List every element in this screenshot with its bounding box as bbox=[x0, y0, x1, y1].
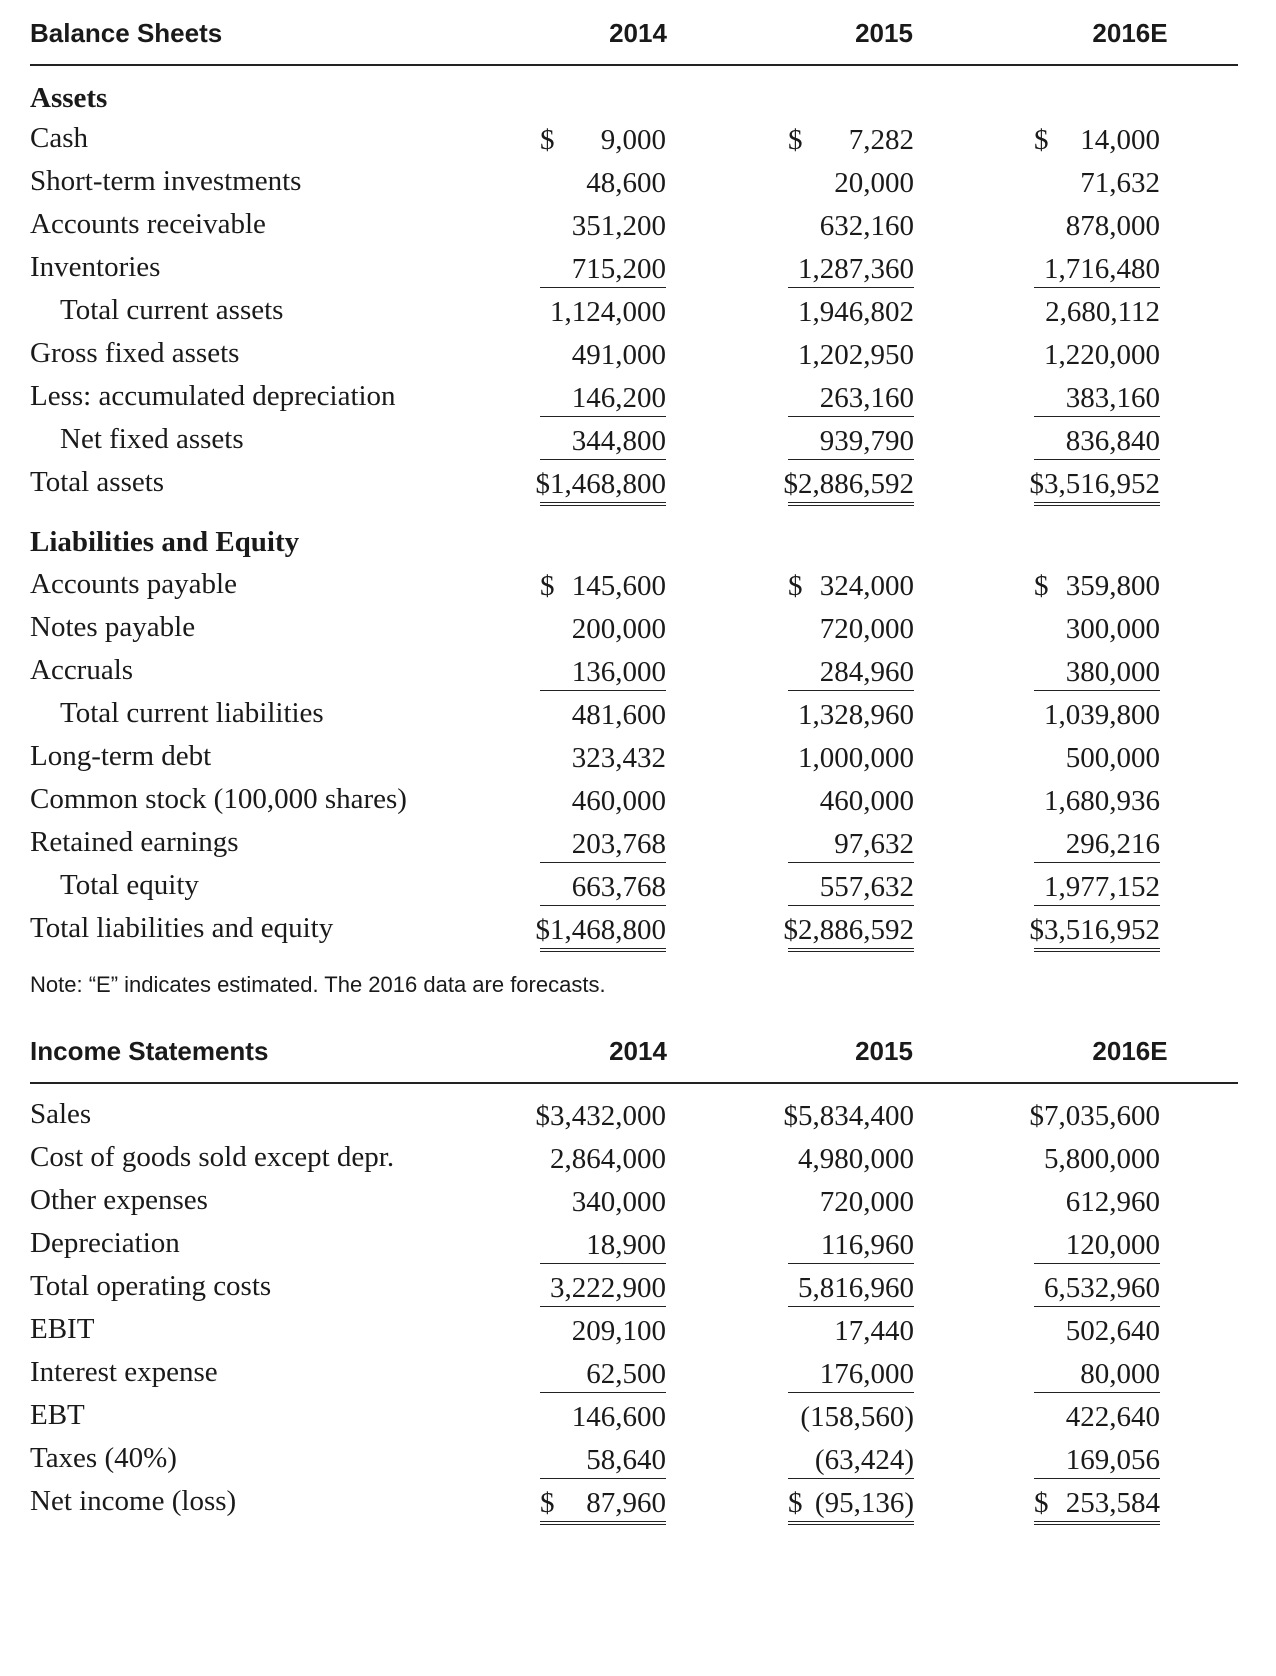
asset-value-2015 bbox=[788, 251, 914, 288]
balance-sheet-header bbox=[30, 18, 1240, 68]
liability-row bbox=[30, 826, 1240, 870]
liability-amount: 460,000 bbox=[571, 785, 666, 817]
asset-row bbox=[30, 466, 1240, 510]
liability-value-2014 bbox=[540, 869, 666, 906]
asset-row bbox=[30, 251, 1240, 295]
asset-amount: 344,800 bbox=[571, 425, 666, 457]
asset-row bbox=[30, 423, 1240, 467]
liability-row bbox=[30, 568, 1240, 612]
income-amount: (63,424) bbox=[814, 1444, 914, 1476]
liability-amount: 97,632 bbox=[834, 828, 914, 860]
income-amount: 422,640 bbox=[1065, 1401, 1160, 1433]
liability-value-2015 bbox=[788, 654, 914, 691]
income-value-2016e bbox=[1034, 1227, 1160, 1264]
forecast-note: Note: “E” indicates estimated. The 2016 data are forecasts. bbox=[30, 972, 606, 997]
income-row bbox=[30, 1442, 1240, 1486]
asset-value-2016e bbox=[1034, 423, 1160, 460]
asset-row-label: Cash bbox=[30, 122, 88, 154]
income-row-label: Other expenses bbox=[30, 1184, 208, 1216]
asset-value-2016e bbox=[1034, 251, 1160, 288]
liability-row-label: Retained earnings bbox=[30, 826, 239, 858]
income-value-2014 bbox=[540, 1399, 666, 1435]
liability-amount: 284,960 bbox=[819, 656, 914, 688]
balance-year-2016e: 2016E bbox=[1092, 18, 1168, 48]
income-amount: $7,035,600 bbox=[1029, 1100, 1160, 1132]
balance-year-2014: 2014 bbox=[609, 18, 667, 48]
asset-amount: 632,160 bbox=[819, 210, 914, 242]
liability-row-label: Total equity bbox=[60, 869, 199, 901]
income-value-2016e bbox=[1034, 1442, 1160, 1479]
income-amount: 720,000 bbox=[819, 1186, 914, 1218]
income-row-label: Sales bbox=[30, 1098, 92, 1130]
liability-amount: 720,000 bbox=[819, 613, 914, 645]
asset-row bbox=[30, 165, 1240, 209]
liability-value-2014 bbox=[540, 697, 666, 733]
dollar-sign: $ bbox=[788, 124, 803, 156]
income-amount: (158,560) bbox=[800, 1401, 914, 1433]
asset-amount: $3,516,952 bbox=[1029, 468, 1160, 500]
asset-value-2015 bbox=[788, 337, 914, 373]
asset-row bbox=[30, 208, 1240, 252]
income-value-2015 bbox=[788, 1184, 914, 1220]
liability-amount: 136,000 bbox=[571, 656, 666, 688]
liability-value-2014 bbox=[540, 654, 666, 691]
liability-amount: 1,000,000 bbox=[798, 742, 914, 774]
income-value-2014 bbox=[540, 1356, 666, 1393]
liability-value-2015 bbox=[783, 912, 914, 952]
liability-amount: 1,680,936 bbox=[1044, 785, 1160, 817]
income-amount: 253,584 bbox=[1065, 1487, 1160, 1519]
asset-value-2014 bbox=[540, 423, 666, 460]
income-amount: 4,980,000 bbox=[798, 1143, 914, 1175]
asset-value-2015 bbox=[788, 165, 914, 201]
liability-amount: 323,432 bbox=[571, 742, 666, 774]
income-amount: 120,000 bbox=[1065, 1229, 1160, 1261]
income-value-2016e bbox=[1034, 1485, 1160, 1525]
asset-value-2014 bbox=[540, 337, 666, 373]
liability-value-2016e bbox=[1034, 654, 1160, 691]
income-row bbox=[30, 1485, 1240, 1529]
asset-value-2016e bbox=[1034, 208, 1160, 244]
asset-amount: 20,000 bbox=[834, 167, 914, 199]
asset-value-2014 bbox=[540, 122, 666, 158]
asset-value-2014 bbox=[540, 165, 666, 201]
income-statement-header bbox=[30, 1036, 1240, 1086]
asset-amount: 939,790 bbox=[819, 425, 914, 457]
liability-value-2016e bbox=[1034, 826, 1160, 863]
income-value-2016e bbox=[1034, 1184, 1160, 1220]
asset-value-2014 bbox=[540, 251, 666, 288]
liability-row bbox=[30, 869, 1240, 913]
liability-row bbox=[30, 697, 1240, 741]
liability-amount: 359,800 bbox=[1065, 570, 1160, 602]
liability-value-2016e bbox=[1034, 697, 1160, 733]
liability-value-2016e bbox=[1034, 568, 1160, 604]
income-amount: 17,440 bbox=[834, 1315, 914, 1347]
liability-value-2016e bbox=[1029, 912, 1160, 952]
liability-amount: 1,977,152 bbox=[1044, 871, 1160, 903]
income-amount: 6,532,960 bbox=[1044, 1272, 1160, 1304]
income-value-2014 bbox=[540, 1270, 666, 1307]
dollar-sign: $ bbox=[788, 1487, 803, 1519]
income-row bbox=[30, 1399, 1240, 1443]
asset-amount: 1,202,950 bbox=[798, 339, 914, 371]
asset-value-2015 bbox=[788, 380, 914, 417]
liability-amount: 481,600 bbox=[571, 699, 666, 731]
asset-amount: $1,468,800 bbox=[535, 468, 666, 500]
asset-amount: 1,124,000 bbox=[550, 296, 666, 328]
income-amount: 209,100 bbox=[571, 1315, 666, 1347]
asset-row-label: Total current assets bbox=[60, 294, 284, 326]
income-row bbox=[30, 1313, 1240, 1357]
liability-amount: 296,216 bbox=[1065, 828, 1160, 860]
income-value-2015 bbox=[788, 1141, 914, 1177]
liability-amount: 1,039,800 bbox=[1044, 699, 1160, 731]
asset-row bbox=[30, 380, 1240, 424]
liability-row bbox=[30, 912, 1240, 956]
income-amount: 5,800,000 bbox=[1044, 1143, 1160, 1175]
income-amount: 169,056 bbox=[1065, 1444, 1160, 1476]
liability-value-2015 bbox=[788, 740, 914, 776]
asset-amount: 1,716,480 bbox=[1044, 253, 1160, 285]
liability-value-2016e bbox=[1034, 740, 1160, 776]
dollar-sign: $ bbox=[1034, 570, 1049, 602]
income-value-2016e bbox=[1034, 1399, 1160, 1435]
income-value-2016e bbox=[1034, 1313, 1160, 1349]
income-value-2015 bbox=[788, 1442, 914, 1479]
liability-amount: 460,000 bbox=[819, 785, 914, 817]
liability-amount: 200,000 bbox=[571, 613, 666, 645]
liability-amount: 203,768 bbox=[571, 828, 666, 860]
income-amount: 502,640 bbox=[1065, 1315, 1160, 1347]
income-row-label: EBT bbox=[30, 1399, 85, 1431]
income-amount: 116,960 bbox=[820, 1229, 914, 1261]
liability-amount: 380,000 bbox=[1065, 656, 1160, 688]
asset-amount: 1,287,360 bbox=[798, 253, 914, 285]
income-row-label: Depreciation bbox=[30, 1227, 180, 1259]
liability-row bbox=[30, 783, 1240, 827]
asset-value-2014 bbox=[540, 208, 666, 244]
asset-row-label: Gross fixed assets bbox=[30, 337, 240, 369]
asset-value-2016e bbox=[1034, 165, 1160, 201]
liability-row bbox=[30, 611, 1240, 655]
income-value-2014 bbox=[540, 1141, 666, 1177]
asset-value-2015 bbox=[788, 122, 914, 158]
income-value-2015 bbox=[783, 1098, 914, 1134]
income-value-2014 bbox=[540, 1485, 666, 1525]
income-amount: 80,000 bbox=[1080, 1358, 1160, 1390]
asset-value-2015 bbox=[783, 466, 914, 506]
income-amount: 58,640 bbox=[586, 1444, 666, 1476]
income-value-2014 bbox=[540, 1227, 666, 1264]
liability-amount: 500,000 bbox=[1065, 742, 1160, 774]
liability-row-label: Common stock (100,000 shares) bbox=[30, 783, 407, 815]
income-amount: 3,222,900 bbox=[550, 1272, 666, 1304]
balance-header-rule bbox=[30, 64, 1238, 66]
income-value-2015 bbox=[788, 1270, 914, 1307]
asset-amount: 1,946,802 bbox=[798, 296, 914, 328]
asset-amount: 9,000 bbox=[600, 124, 666, 156]
asset-amount: 351,200 bbox=[571, 210, 666, 242]
income-value-2014 bbox=[540, 1442, 666, 1479]
asset-amount: 263,160 bbox=[819, 382, 914, 414]
liability-amount: 324,000 bbox=[819, 570, 914, 602]
asset-amount: 715,200 bbox=[571, 253, 666, 285]
liability-value-2016e bbox=[1034, 783, 1160, 819]
asset-amount: 1,220,000 bbox=[1044, 339, 1160, 371]
dollar-sign: $ bbox=[1034, 124, 1049, 156]
liability-amount: $1,468,800 bbox=[535, 914, 666, 946]
asset-amount: 836,840 bbox=[1065, 425, 1160, 457]
dollar-sign: $ bbox=[1034, 1487, 1049, 1519]
asset-row-label: Net fixed assets bbox=[60, 423, 244, 455]
income-amount: $3,432,000 bbox=[535, 1100, 666, 1132]
liability-row-label: Total liabilities and equity bbox=[30, 912, 334, 944]
liability-row-label: Notes payable bbox=[30, 611, 196, 643]
liability-row-label: Accruals bbox=[30, 654, 134, 686]
asset-amount: 7,282 bbox=[848, 124, 914, 156]
asset-row bbox=[30, 122, 1240, 166]
income-row bbox=[30, 1098, 1240, 1142]
asset-value-2015 bbox=[788, 208, 914, 244]
income-value-2016e bbox=[1034, 1270, 1160, 1307]
income-row-label: Interest expense bbox=[30, 1356, 218, 1388]
income-amount: 5,816,960 bbox=[798, 1272, 914, 1304]
liability-value-2015 bbox=[788, 568, 914, 604]
income-value-2015 bbox=[788, 1399, 914, 1435]
dollar-sign: $ bbox=[540, 1487, 555, 1519]
income-row-label: Taxes (40%) bbox=[30, 1442, 177, 1474]
income-row-label: Net income (loss) bbox=[30, 1485, 237, 1517]
liability-row-label: Long-term debt bbox=[30, 740, 212, 772]
income-header-rule bbox=[30, 1082, 1238, 1084]
liability-amount: $2,886,592 bbox=[783, 914, 914, 946]
liability-value-2014 bbox=[535, 912, 666, 952]
income-year-2015: 2015 bbox=[855, 1036, 913, 1066]
asset-amount: 146,200 bbox=[571, 382, 666, 414]
asset-amount: 71,632 bbox=[1080, 167, 1160, 199]
liabilities-equity-heading: Liabilities and Equity bbox=[30, 526, 300, 558]
liability-value-2015 bbox=[788, 783, 914, 819]
income-row bbox=[30, 1184, 1240, 1228]
income-row-label: Cost of goods sold except depr. bbox=[30, 1141, 395, 1173]
income-row-label: Total operating costs bbox=[30, 1270, 272, 1302]
income-value-2016e bbox=[1029, 1098, 1160, 1134]
asset-amount: 2,680,112 bbox=[1045, 296, 1160, 328]
income-value-2015 bbox=[788, 1313, 914, 1349]
income-value-2015 bbox=[788, 1356, 914, 1393]
liability-amount: 145,600 bbox=[571, 570, 666, 602]
liability-amount: 663,768 bbox=[571, 871, 666, 903]
asset-amount: $2,886,592 bbox=[783, 468, 914, 500]
income-value-2014 bbox=[535, 1098, 666, 1134]
liability-value-2015 bbox=[788, 826, 914, 863]
liability-value-2014 bbox=[540, 826, 666, 863]
income-row-label: EBIT bbox=[30, 1313, 95, 1345]
income-amount: 176,000 bbox=[819, 1358, 914, 1390]
asset-value-2016e bbox=[1034, 122, 1160, 158]
income-row bbox=[30, 1356, 1240, 1400]
income-row bbox=[30, 1270, 1240, 1314]
asset-value-2016e bbox=[1029, 466, 1160, 506]
income-amount: $5,834,400 bbox=[783, 1100, 914, 1132]
asset-amount: 14,000 bbox=[1080, 124, 1160, 156]
asset-value-2016e bbox=[1034, 294, 1160, 330]
income-value-2014 bbox=[540, 1184, 666, 1220]
income-value-2016e bbox=[1034, 1356, 1160, 1393]
asset-value-2016e bbox=[1034, 337, 1160, 373]
asset-row bbox=[30, 294, 1240, 338]
income-amount: 18,900 bbox=[586, 1229, 666, 1261]
liability-row-label: Accounts payable bbox=[30, 568, 237, 600]
liability-amount: 300,000 bbox=[1065, 613, 1160, 645]
dollar-sign: $ bbox=[540, 124, 555, 156]
asset-row-label: Total assets bbox=[30, 466, 165, 498]
asset-row-label: Less: accumulated depreciation bbox=[30, 380, 396, 412]
income-year-2014: 2014 bbox=[609, 1036, 667, 1066]
liability-value-2015 bbox=[788, 697, 914, 733]
asset-row-label: Accounts receivable bbox=[30, 208, 266, 240]
income-row bbox=[30, 1141, 1240, 1185]
liability-amount: 1,328,960 bbox=[798, 699, 914, 731]
liability-amount: 557,632 bbox=[819, 871, 914, 903]
liability-value-2014 bbox=[540, 783, 666, 819]
liability-row-label: Total current liabilities bbox=[60, 697, 324, 729]
asset-value-2014 bbox=[540, 380, 666, 417]
asset-row-label: Short-term investments bbox=[30, 165, 302, 197]
income-amount: 612,960 bbox=[1065, 1186, 1160, 1218]
income-amount: 340,000 bbox=[571, 1186, 666, 1218]
asset-value-2015 bbox=[788, 423, 914, 460]
liability-value-2014 bbox=[540, 740, 666, 776]
income-value-2015 bbox=[788, 1227, 914, 1264]
liability-row bbox=[30, 740, 1240, 784]
asset-amount: 48,600 bbox=[586, 167, 666, 199]
liability-value-2016e bbox=[1034, 611, 1160, 647]
income-statement-title: Income Statements bbox=[30, 1036, 269, 1066]
asset-row bbox=[30, 337, 1240, 381]
income-value-2014 bbox=[540, 1313, 666, 1349]
asset-value-2014 bbox=[535, 466, 666, 506]
liability-value-2014 bbox=[540, 611, 666, 647]
asset-value-2016e bbox=[1034, 380, 1160, 417]
liability-value-2016e bbox=[1034, 869, 1160, 906]
dollar-sign: $ bbox=[540, 570, 555, 602]
balance-year-2015: 2015 bbox=[855, 18, 913, 48]
asset-amount: 491,000 bbox=[571, 339, 666, 371]
asset-value-2014 bbox=[540, 294, 666, 330]
asset-amount: 878,000 bbox=[1065, 210, 1160, 242]
dollar-sign: $ bbox=[788, 570, 803, 602]
asset-amount: 383,160 bbox=[1065, 382, 1160, 414]
liability-value-2015 bbox=[788, 611, 914, 647]
liability-value-2014 bbox=[540, 568, 666, 604]
liability-amount: $3,516,952 bbox=[1029, 914, 1160, 946]
income-row bbox=[30, 1227, 1240, 1271]
income-amount: 87,960 bbox=[586, 1487, 666, 1519]
income-value-2016e bbox=[1034, 1141, 1160, 1177]
asset-row-label: Inventories bbox=[30, 251, 161, 283]
balance-sheet-title: Balance Sheets bbox=[30, 18, 223, 48]
asset-value-2015 bbox=[788, 294, 914, 330]
income-year-2016e: 2016E bbox=[1092, 1036, 1168, 1066]
income-amount: 146,600 bbox=[571, 1401, 666, 1433]
liability-row bbox=[30, 654, 1240, 698]
income-amount: 62,500 bbox=[586, 1358, 666, 1390]
income-value-2015 bbox=[788, 1485, 914, 1525]
liability-value-2015 bbox=[788, 869, 914, 906]
income-amount: (95,136) bbox=[814, 1487, 914, 1519]
assets-heading: Assets bbox=[30, 82, 108, 114]
income-amount: 2,864,000 bbox=[550, 1143, 666, 1175]
